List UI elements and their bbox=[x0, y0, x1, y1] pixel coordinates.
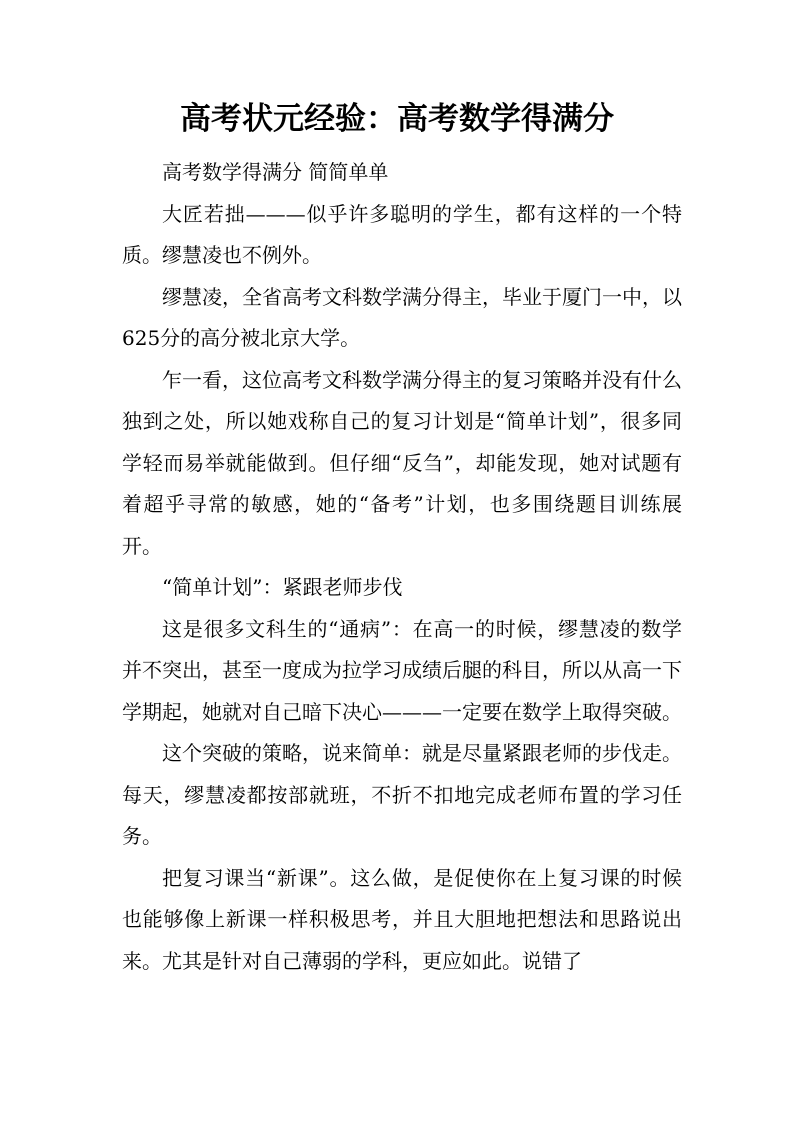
body-paragraph: 大匠若拙———似乎许多聪明的学生，都有这样的一个特质。缪慧凌也不例外。 bbox=[122, 201, 682, 267]
document-title: 高考状元经验：高考数学得满分 bbox=[180, 101, 614, 137]
subtitle-paragraph: 高考数学得满分 简简单单 bbox=[162, 160, 389, 184]
body-paragraph: 这是很多文科生的“通病”：在高一的时候，缪慧凌的数学并不突出，甚至一度成为拉学习成绩后腿的科目，所以从高一下学期起，她就对自己暗下决心———一定要在数学上取得突破。 bbox=[122, 616, 682, 724]
body-paragraph: 这个突破的策略，说来简单：就是尽量紧跟老师的步伐走。每天，缪慧凌都按部就班，不折不扣地完成老师布置的学习任务。 bbox=[122, 741, 682, 848]
document-body bbox=[122, 152, 682, 982]
body-paragraph: 把复习课当“新课”。这么做，是促使你在上复习课的时候也能够像上新课一样积极思考，并且大胆地把想法和思路说出来。尤其是针对自己薄弱的学科，更应如此。说错了 bbox=[122, 865, 682, 973]
body-paragraph: 缪慧凌，全省高考文科数学满分得主，毕业于厦门一中，以625分的高分被北京大学。 bbox=[122, 284, 682, 350]
body-paragraph: 乍一看，这位高考文科数学满分得主的复习策略并没有什么独到之处，所以她戏称自己的复习计划是“简单计划”，很多同学轻而易举就能做到。但仔细“反刍”，却能发现，她对试题有着超乎寻常的敏感，她的“备考”计划，也多围绕题目训练展开。 bbox=[122, 367, 682, 558]
section-heading: “简单计划”：紧跟老师步伐 bbox=[162, 575, 403, 599]
